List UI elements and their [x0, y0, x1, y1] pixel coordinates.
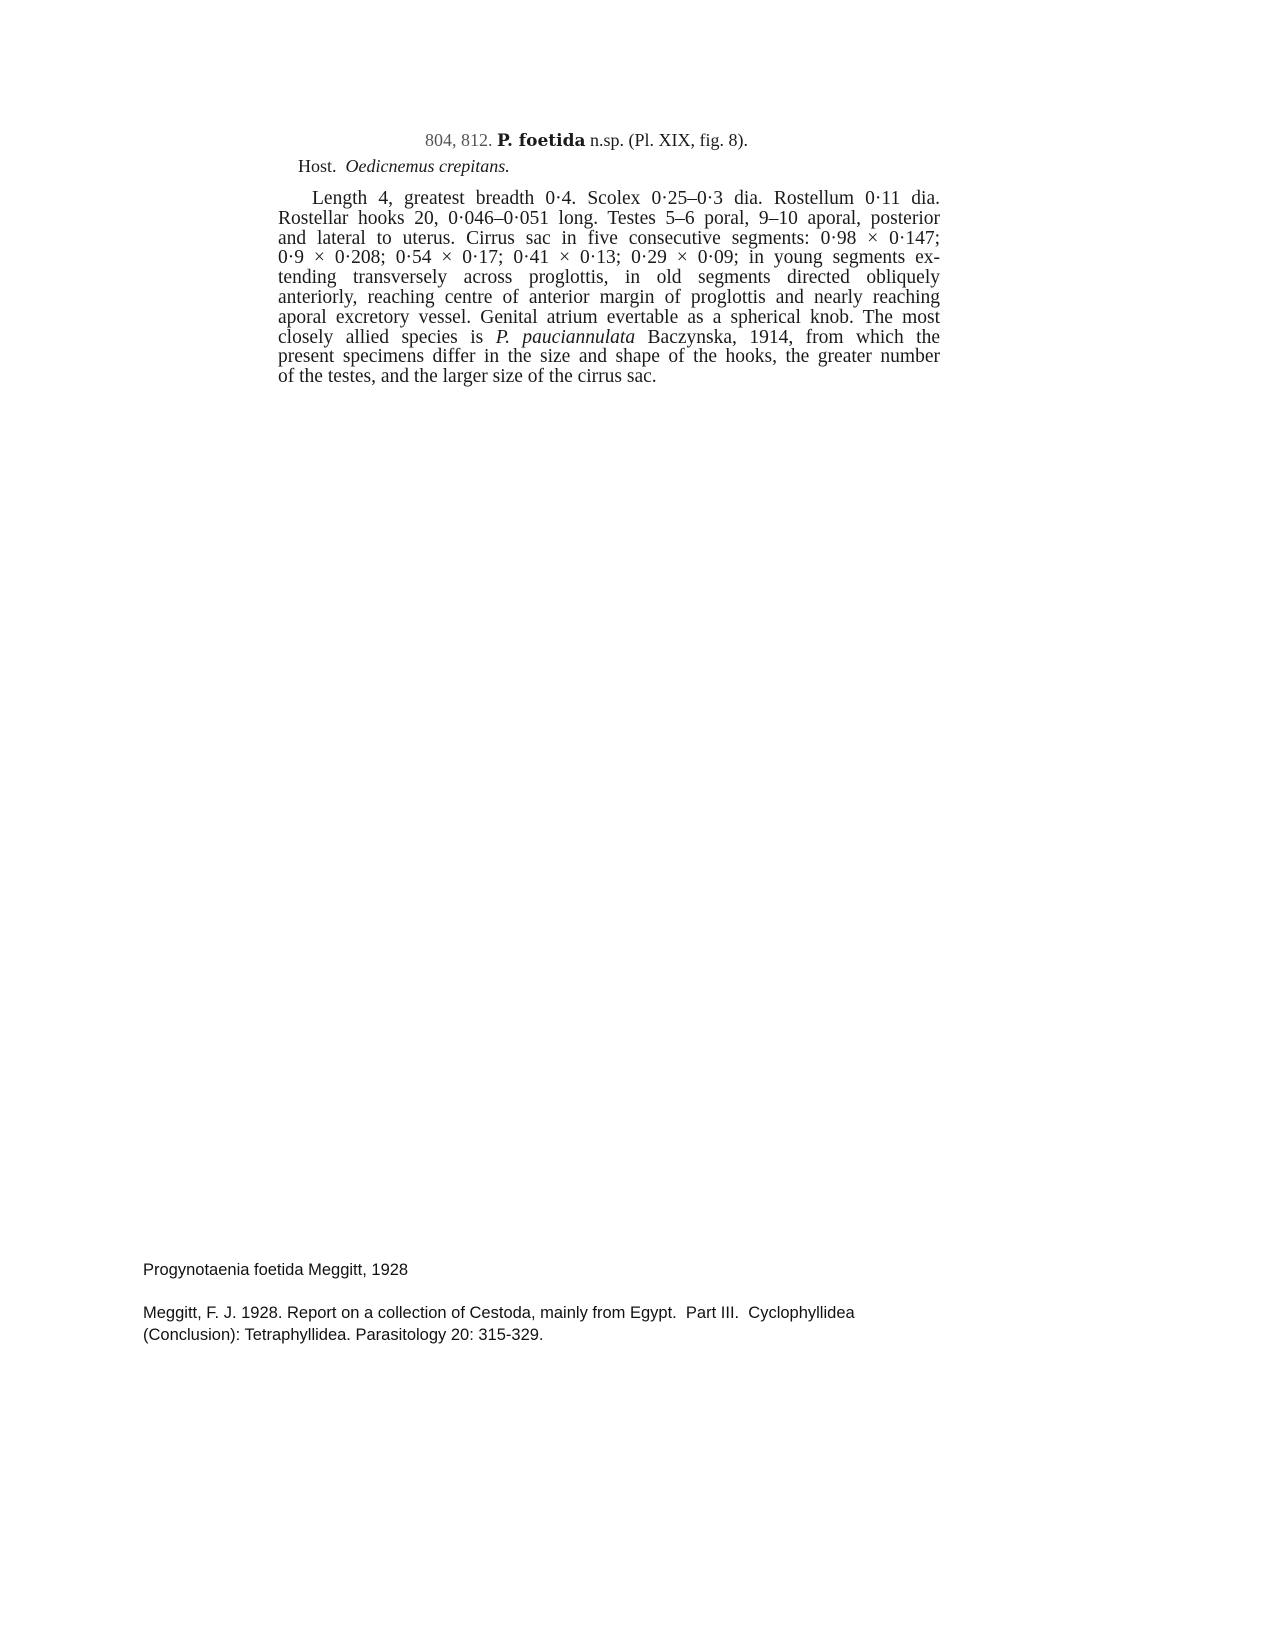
description-line: Length 4, greatest breadth 0·4. Scolex 0·25–0·3 dia. Rostellum 0·11 dia. [312, 188, 940, 209]
description-line [278, 328, 940, 348]
description-line: aporal excretory vessel. Genital atrium evertable as a spherical knob. The most [278, 306, 940, 328]
description-paragraph [278, 189, 940, 387]
species-name: P. foetida [497, 131, 586, 151]
citation-line: (Conclusion): Tetraphyllidea. Parasitology 20: 315-329. [143, 1326, 544, 1344]
description-line: and lateral to uterus. Cirrus sac in five consecutive segments: 0·98 × 0·147; [278, 227, 940, 249]
species-heading [425, 130, 748, 151]
text: Baczynska, 1914, from which the [635, 326, 940, 348]
citation-line: Meggitt, F. J. 1928. Report on a collection of Cestoda, mainly from Egypt. Part III. Cyclophyllidea [143, 1304, 855, 1322]
host-line [298, 156, 510, 177]
figure-numbers: 804, 812. [425, 130, 493, 150]
footer-species-name: Progynotaenia foetida Meggitt, 1928 [143, 1261, 409, 1279]
description-line: present specimens differ in the size and shape of the hooks, the greater number [278, 346, 940, 368]
species-italic: P. pauciannulata [495, 326, 636, 348]
heading-rest: n.sp. (Pl. XIX, fig. 8). [590, 130, 748, 150]
description-line: Rostellar hooks 20, 0·046–0·051 long. Testes 5–6 poral, 9–10 aporal, posterior [278, 207, 940, 229]
text: closely allied species is [278, 326, 496, 348]
description-line: anteriorly, reaching centre of anterior margin of proglottis and nearly reaching [278, 286, 940, 308]
host-label: Host. [298, 156, 337, 176]
description-line: of the testes, and the larger size of the cirrus sac. [278, 366, 657, 388]
description-line: 0·9 × 0·208; 0·54 × 0·17; 0·41 × 0·13; 0·29 × 0·09; in young segments ex- [278, 247, 940, 269]
footer-citation [143, 1302, 855, 1346]
host-value: Oedicnemus crepitans. [345, 156, 510, 176]
description-line: tending transversely across proglottis, in old segments directed obliquely [278, 267, 940, 289]
